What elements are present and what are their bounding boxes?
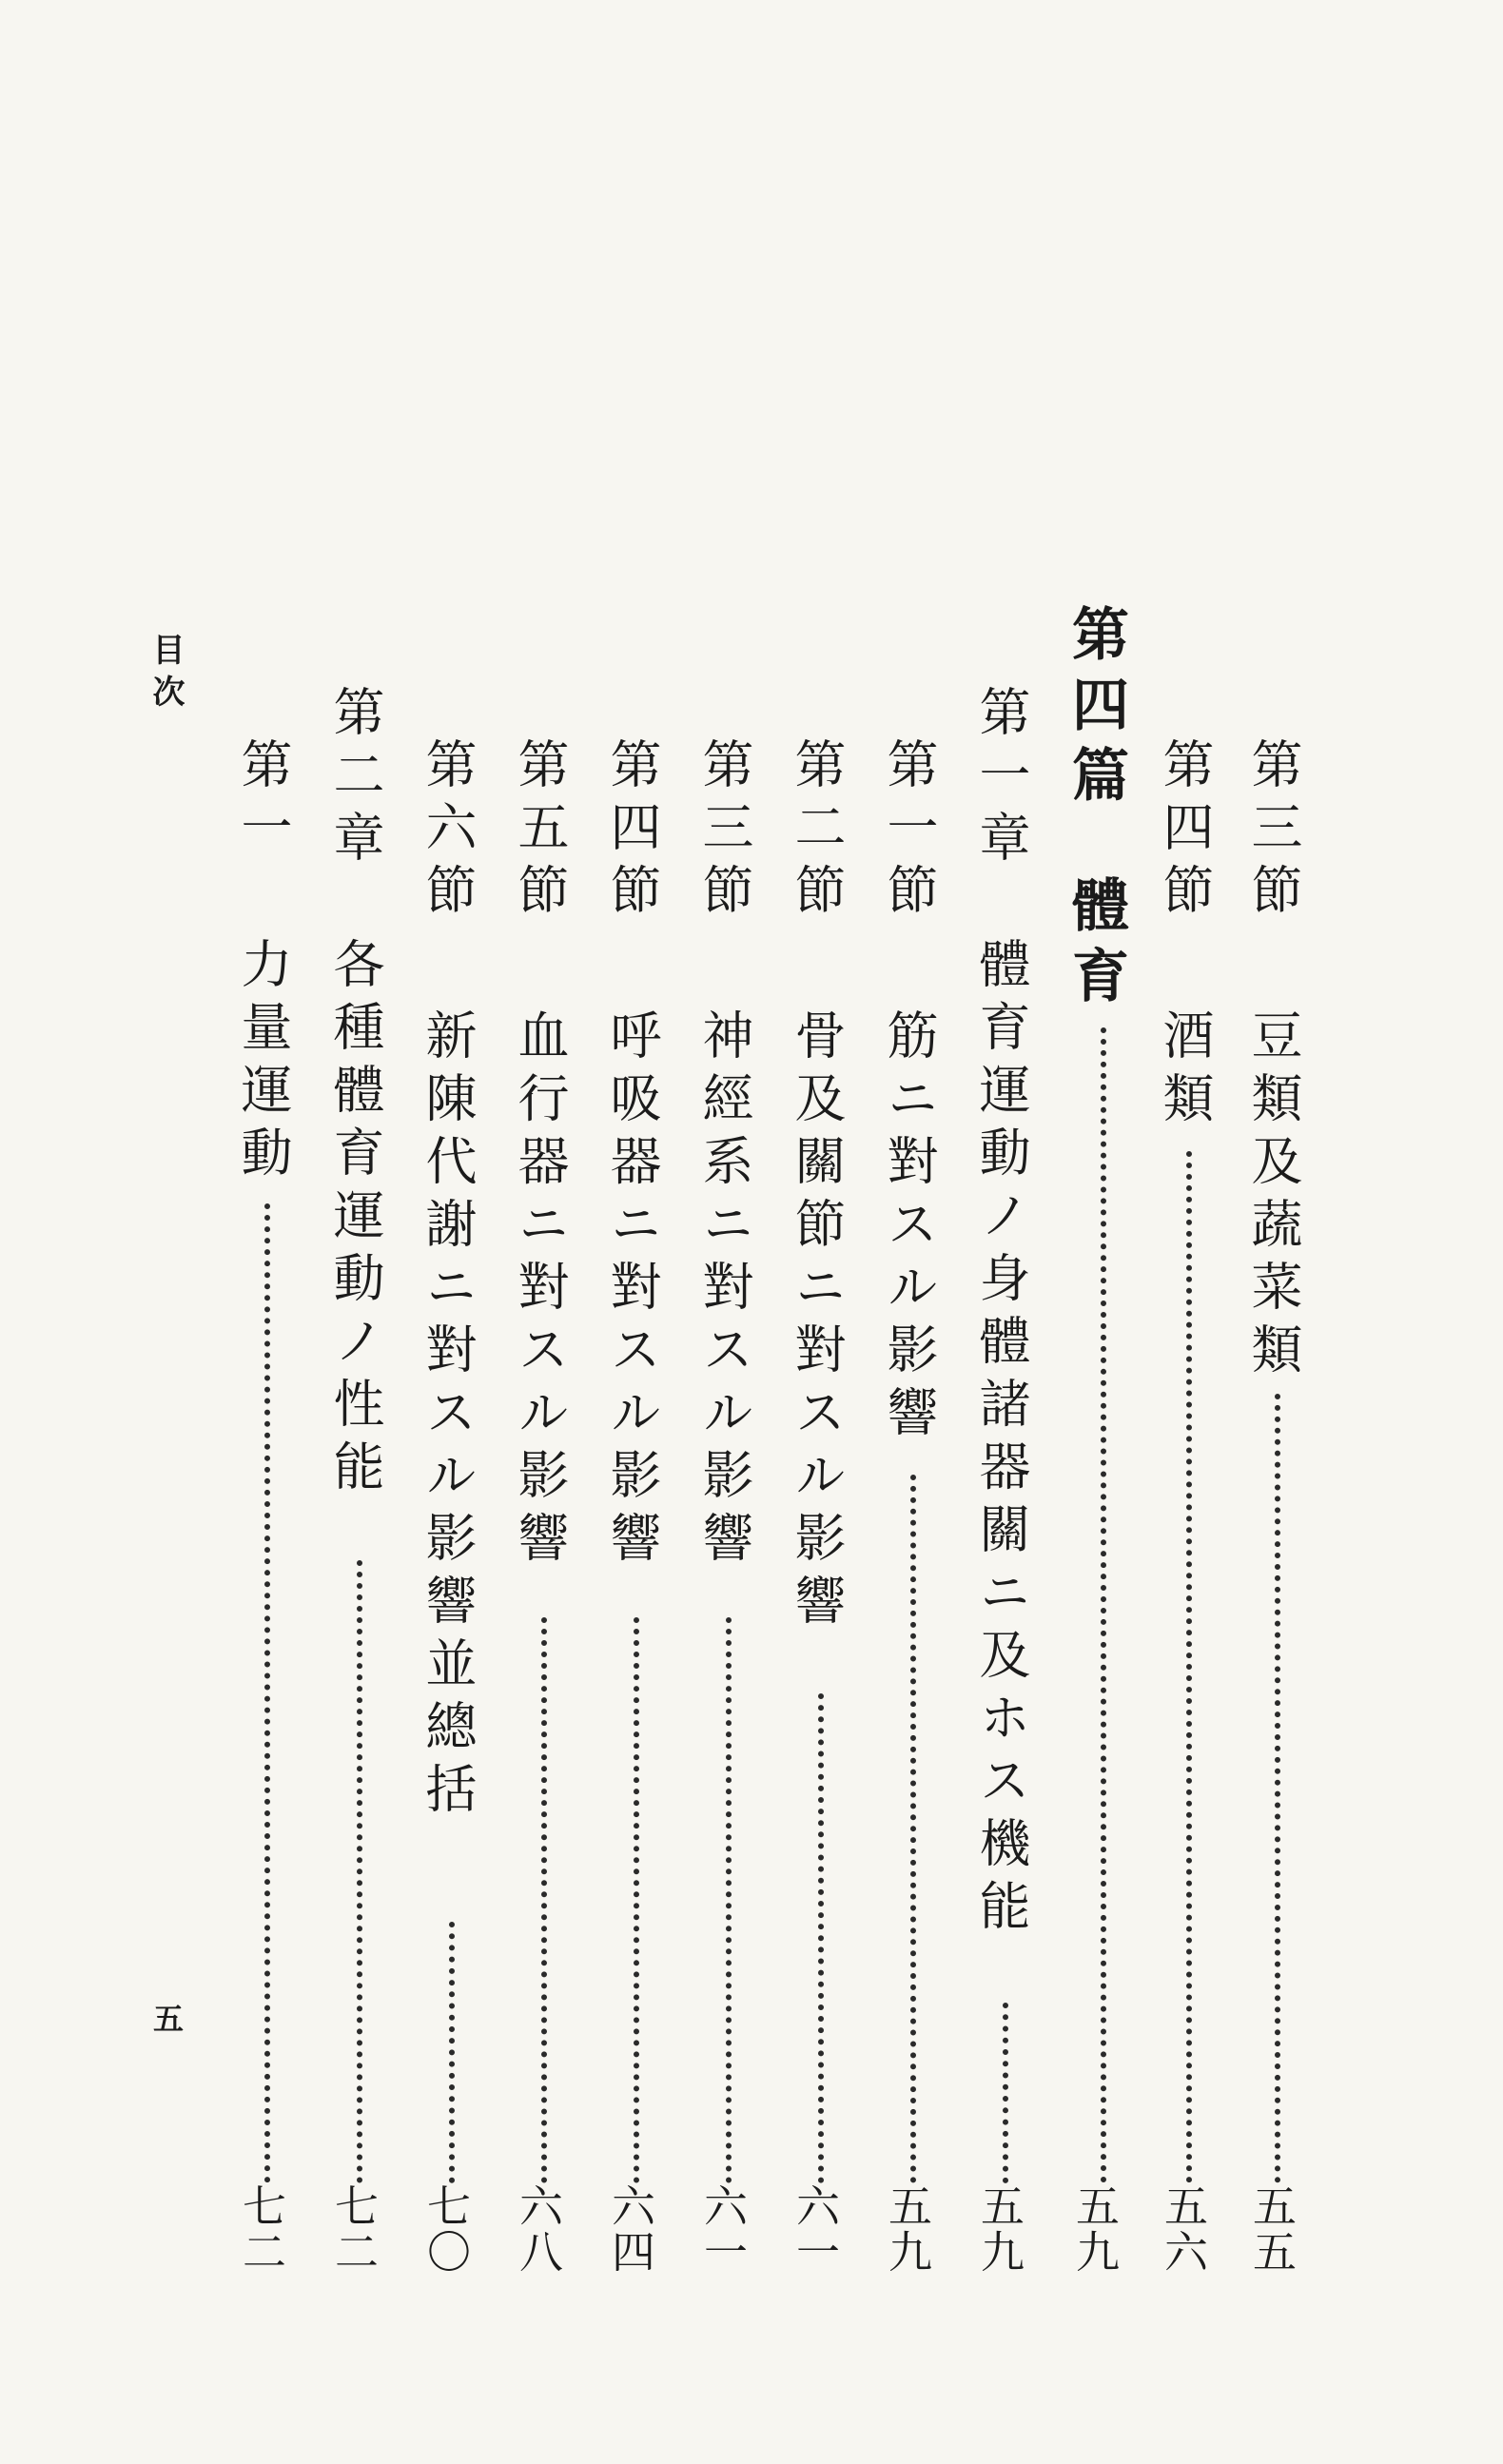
toc-entry-title (1244, 1008, 1301, 1385)
entry-label: 第三節 (1243, 737, 1303, 926)
toc-entry-title (511, 1008, 568, 1574)
dot-leader (449, 1922, 455, 2183)
entry-label: 第三節 (694, 737, 754, 926)
entry-title: 各種體育運動ノ性能 (325, 937, 385, 1502)
page-ref: 六八 (513, 2183, 564, 2275)
part-label: 第四篇 (1063, 604, 1129, 815)
entry-title: 血行器ニ對スル影響 (510, 1008, 570, 1574)
page-ref: 六四 (605, 2183, 656, 2275)
entry-title: 力量運動 (233, 937, 293, 1188)
entry-title: 新陳代謝ニ對スル影響並總括 (418, 1008, 478, 1825)
page-ref: 五九 (974, 2183, 1025, 2275)
toc-entry-title (1156, 1008, 1213, 1134)
toc-entry-label (326, 685, 383, 873)
toc-entry-title (326, 937, 383, 1502)
toc-entry-title (972, 937, 1029, 1942)
entry-title: 呼吸器ニ對スル影響 (602, 1008, 662, 1574)
page-ref: 六一 (790, 2183, 841, 2275)
dot-leader (541, 1617, 547, 2183)
toc-entry-title (603, 1008, 660, 1574)
page-ref: 五九 (882, 2183, 933, 2275)
entry-title: 骨及關節ニ對スル影響 (787, 1008, 847, 1636)
entry-title: 神經系ニ對スル影響 (694, 1008, 754, 1574)
page-ref: 五五 (1246, 2183, 1298, 2275)
page-ref: 五九 (1069, 2183, 1121, 2275)
toc-entry-label (880, 737, 937, 926)
entry-title: 體育運動ノ身體諸器關ニ及ホス機能 (971, 937, 1031, 1942)
dot-leader (726, 1617, 732, 2183)
toc-entry-title (695, 1008, 752, 1574)
toc-entry-label (1244, 737, 1301, 926)
toc-entry-title (880, 1008, 937, 1448)
entry-label: 第一 (233, 737, 293, 863)
toc-entry-label (695, 737, 752, 926)
entry-title: 酒類 (1155, 1008, 1215, 1134)
entry-title: 筋ニ對スル影響 (879, 1008, 939, 1448)
page-ref: 七〇 (420, 2183, 472, 2275)
toc-entry-label (603, 737, 660, 926)
entry-label: 第四節 (602, 737, 662, 926)
page-ref: 六一 (697, 2183, 749, 2275)
toc-entry-label (234, 737, 291, 863)
entry-label: 第二章 (325, 685, 385, 873)
entry-title: 豆類及蔬菜類 (1243, 1008, 1303, 1385)
dot-leader (910, 1475, 916, 2183)
running-header: 目次 (146, 633, 185, 716)
page-ref: 七二 (328, 2183, 380, 2275)
toc-part-label (1063, 604, 1129, 815)
toc-entry-title (234, 937, 291, 1188)
entry-label: 第四節 (1155, 737, 1215, 926)
page-ref: 七二 (236, 2183, 287, 2275)
dot-leader (1275, 1394, 1280, 2183)
entry-label: 第六節 (418, 737, 478, 926)
entry-label: 第五節 (510, 737, 570, 926)
dot-leader (357, 1560, 362, 2183)
toc-entry-label (1156, 737, 1213, 926)
page-number: 五 (148, 2003, 185, 2043)
page-ref: 五六 (1158, 2183, 1209, 2275)
dot-leader (818, 1693, 824, 2183)
toc-entry-label (788, 737, 845, 926)
dot-leader (1186, 1151, 1192, 2183)
dot-leader (634, 1617, 639, 2183)
toc-entry-title (788, 1008, 845, 1636)
entry-label: 第一章 (971, 685, 1031, 873)
entry-label: 第一節 (879, 737, 939, 926)
toc-entry-label (419, 737, 476, 926)
dot-leader (1101, 1027, 1106, 2183)
toc-entry-title (419, 1008, 476, 1825)
toc-part-title (1063, 875, 1129, 1016)
toc-entry-label (511, 737, 568, 926)
part-title: 體育 (1063, 875, 1129, 1016)
entry-label: 第二節 (787, 737, 847, 926)
dot-leader (1003, 2003, 1008, 2183)
toc-entry-label (972, 685, 1029, 873)
dot-leader (264, 1203, 270, 2183)
